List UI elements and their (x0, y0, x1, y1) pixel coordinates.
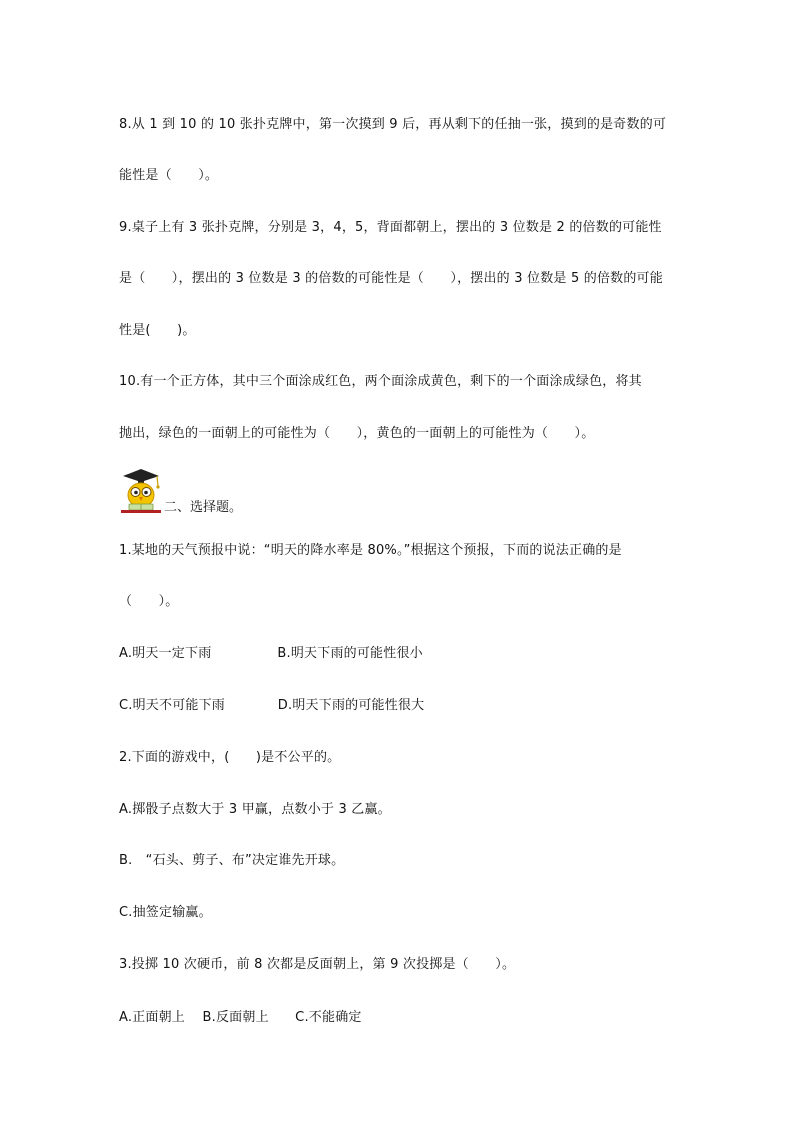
owl-graduate-mascot-icon (119, 466, 163, 514)
q8-text-line-1: 8.从 1 到 10 的 10 张扑克牌中，第一次摸到 9 后，再从剩下的任抽一张，摸到的是奇数的可 (119, 117, 667, 132)
c3-stem: 3.投掷 10 次硬币，前 8 次都是反面朝上，第 9 次投掷是（ ）。 (119, 957, 516, 972)
q9-text-line-1: 9.桌子上有 3 张扑克牌，分别是 3，4，5，背面都朝上，摆出的 3 位数是 2 的倍数的可能性 (119, 220, 662, 235)
c1-options-row-1: A.明天一定下雨 B.明天下雨的可能性很小 (119, 646, 423, 661)
section-title: 二、选择题。 (164, 500, 243, 515)
q10-text-line-2: 抛出，绿色的一面朝上的可能性为（ ），黄色的一面朝上的可能性为（ ）。 (119, 426, 595, 441)
q9-text-line-2: 是（ ），摆出的 3 位数是 3 的倍数的可能性是（ ），摆出的 3 位数是 5 的倍数的可能 (119, 271, 663, 286)
c1-text-line-1: 1.某地的天气预报中说：“明天的降水率是 80%。”根据这个预报，下而的说法正确的是 (119, 543, 622, 558)
c1-options-row-2: C.明天不可能下雨 D.明天下雨的可能性很大 (119, 698, 425, 713)
c2-option-a: A.掷骰子点数大于 3 甲赢，点数小于 3 乙赢。 (119, 802, 391, 817)
c2-option-c: C.抽签定输赢。 (119, 905, 212, 920)
c2-stem: 2.下面的游戏中，( )是不公平的。 (119, 750, 341, 765)
q10-text-line-1: 10.有一个正方体，其中三个面涂成红色，两个面涂成黄色，剩下的一个面涂成绿色，将其 (119, 374, 642, 389)
q8-text-line-2: 能性是（ ）。 (119, 168, 219, 183)
c1-text-line-2: （ ）。 (119, 594, 179, 609)
c2-option-b: B. “石头、剪子、布”决定谁先开球。 (119, 853, 345, 868)
c3-options: A.正面朝上 B.反面朝上 C.不能确定 (119, 1010, 362, 1025)
q9-text-line-3: 性是( )。 (119, 323, 196, 338)
